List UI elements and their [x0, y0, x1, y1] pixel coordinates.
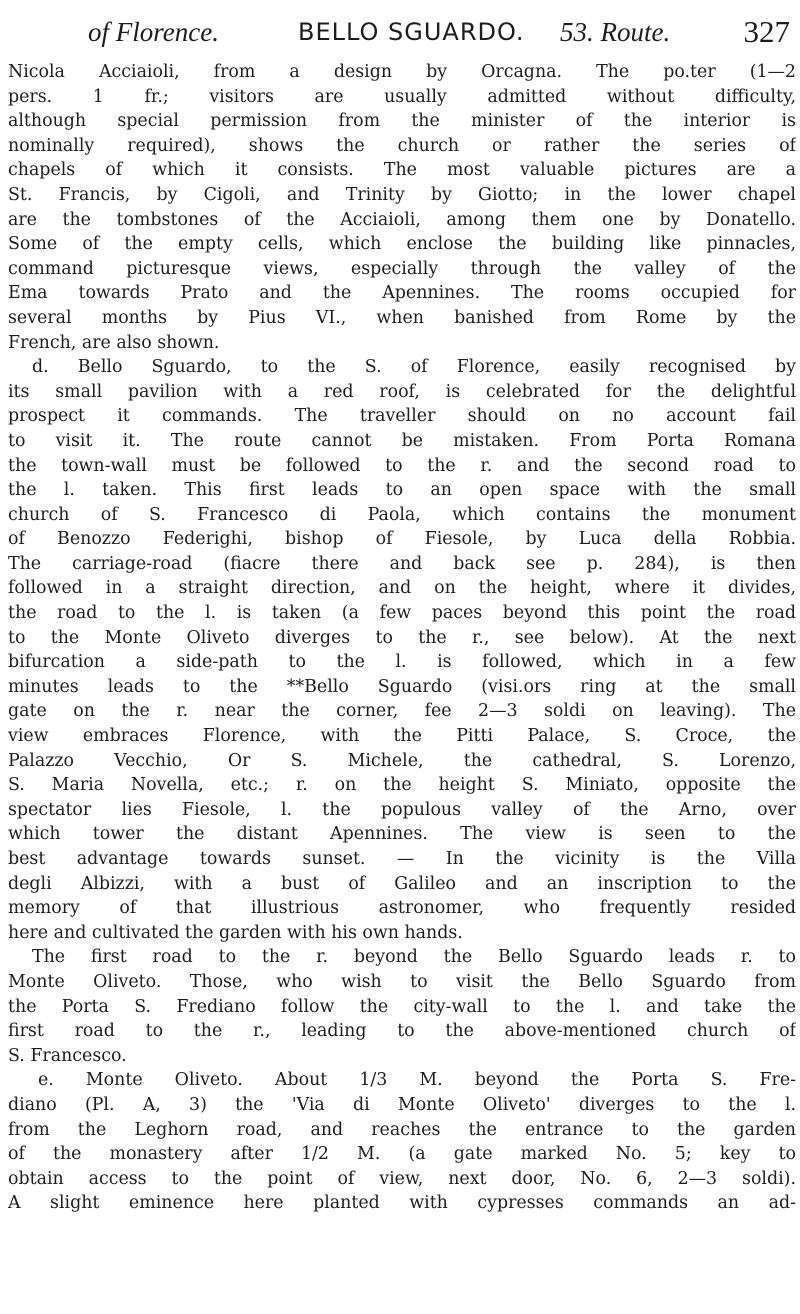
- text-line: spectator lies Fiesole, l. the populous valley of the Arno, over: [8, 799, 796, 820]
- text-line: French, are also shown.: [8, 332, 220, 353]
- header-location: of Florence.: [88, 17, 219, 47]
- text-line: although special permission from the minister of the interior is: [8, 111, 796, 132]
- text-line: A slight eminence here planted with cypresses commands an ad-: [8, 1193, 796, 1214]
- text-line: S. Francesco.: [8, 1045, 127, 1066]
- text-line: St. Francis, by Cigoli, and Trinity by Giotto; in the lower chapel: [8, 184, 796, 205]
- text-line: bifurcation a side-path to the l. is followed, which in a few: [8, 652, 796, 673]
- text-line: The first road to the r. beyond the Bello Sguardo leads r. to: [32, 947, 796, 968]
- text-line: view embraces Florence, with the Pitti Palace, S. Croce, the: [8, 726, 796, 747]
- text-line: minutes leads to the **Bello Sguardo (visi.ors ring at the small: [8, 676, 796, 697]
- text-line: the Porta S. Frediano follow the city-wall to the l. and take the: [8, 996, 796, 1017]
- page-number: 327: [743, 14, 790, 49]
- text-line: prospect it commands. The traveller should on no account fail: [8, 406, 796, 427]
- text-line: the l. taken. This first leads to an open space with the small: [8, 480, 796, 501]
- text-line: followed in a straight direction, and on the height, where it divides,: [8, 578, 796, 599]
- text-line: to visit it. The route cannot be mistaken. From Porta Romana: [8, 430, 796, 451]
- text-line: from the Leghorn road, and reaches the entrance to the garden: [8, 1119, 796, 1140]
- text-line: church of S. Francesco di Paola, which contains the monument: [8, 504, 796, 525]
- text-line: the road to the l. is taken (a few paces beyond this point the road: [8, 603, 796, 624]
- text-line: of Benozzo Federighi, bishop of Fiesole, by Luca della Robbia.: [8, 529, 796, 550]
- text-line: pers. 1 fr.; visitors are usually admitted without difficulty,: [8, 86, 796, 107]
- text-line: S. Maria Novella, etc.; r. on the height S. Miniato, opposite the: [8, 775, 796, 796]
- text-line: Nicola Acciaioli, from a design by Orcagna. The po.ter (1—2: [8, 62, 796, 82]
- text-line: which tower the distant Apennines. The view is seen to the: [8, 824, 796, 845]
- text-line: degli Albizzi, with a bust of Galileo and an inscription to the: [8, 873, 796, 894]
- text-line: Some of the empty cells, which enclose the building like pinnacles,: [8, 234, 796, 255]
- header-route: 53. Route.: [560, 17, 671, 47]
- text-line: are the tombstones of the Acciaioli, among them one by Donatello.: [8, 209, 796, 230]
- text-line: The carriage-road (fiacre there and back see p. 284), is then: [8, 553, 796, 574]
- text-line: its small pavilion with a red roof, is celebrated for the delightful: [8, 381, 796, 402]
- text-line: command picturesque views, especially through the valley of the: [8, 258, 796, 279]
- running-header: [88, 12, 790, 52]
- text-line: of the monastery after 1/2 M. (a gate marked No. 5; key to: [8, 1144, 796, 1165]
- text-line: Ema towards Prato and the Apennines. The rooms occupied for: [8, 283, 796, 304]
- text-line: Monte Oliveto. Those, who wish to visit the Bello Sguardo from: [8, 971, 796, 992]
- text-line: obtain access to the point of view, next door, No. 6, 2—3 soldi).: [8, 1168, 796, 1189]
- text-line: several months by Pius VI., when banished from Rome by the: [8, 307, 796, 328]
- text-line: to the Monte Oliveto diverges to the r., see below). At the next: [8, 627, 796, 648]
- text-line: first road to the r., leading to the above-mentioned church of: [8, 1021, 796, 1042]
- text-line: nominally required), shows the church or rather the series of: [8, 135, 796, 156]
- text-line: e. Monte Oliveto. About 1/3 M. beyond the Porta S. Fre-: [38, 1070, 796, 1091]
- text-line: memory of that illustrious astronomer, who frequently resided: [8, 898, 796, 919]
- text-line: chapels of which it consists. The most valuable pictures are a: [8, 160, 796, 181]
- text-line: diano (Pl. A, 3) the 'Via di Monte Oliveto' diverges to the l.: [8, 1094, 796, 1115]
- text-line: the town-wall must be followed to the r. and the second road to: [8, 455, 796, 476]
- text-line: Palazzo Vecchio, Or S. Michele, the cathedral, S. Lorenzo,: [8, 750, 796, 771]
- text-line: best advantage towards sunset. — In the vicinity is the Villa: [8, 849, 796, 869]
- header-title: BELLO SGUARDO.: [298, 18, 525, 46]
- page-body: [8, 60, 796, 1216]
- text-line: here and cultivated the garden with his own hands.: [8, 922, 463, 943]
- text-line: gate on the r. near the corner, fee 2—3 soldi on leaving). The: [8, 701, 796, 722]
- text-line: d. Bello Sguardo, to the S. of Florence, easily recognised by: [32, 357, 796, 378]
